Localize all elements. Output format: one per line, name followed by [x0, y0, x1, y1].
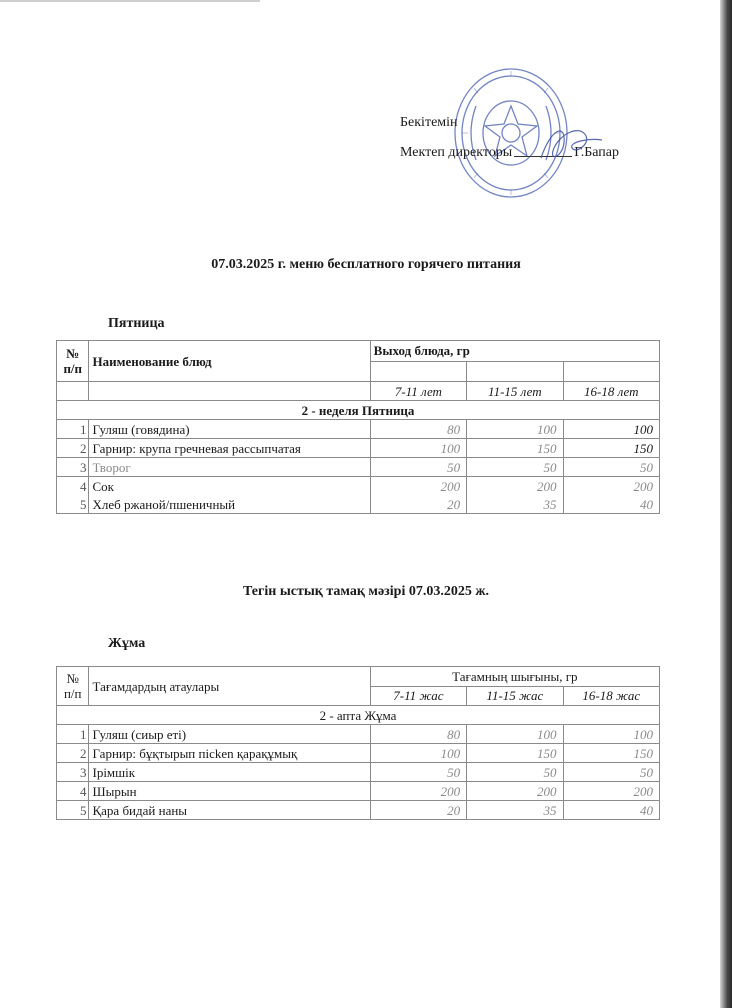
row-number: 5	[57, 801, 89, 820]
ru-day-label: Пятница	[108, 316, 165, 331]
portion-11-15: 50	[467, 763, 563, 782]
portion-16-18: 100	[563, 420, 659, 439]
portion-7-11: 20	[370, 801, 466, 820]
table-row	[57, 458, 660, 477]
portion-7-11: 200	[370, 477, 466, 496]
col-yield-header: Выход блюда, гр	[370, 341, 659, 362]
col-number-header: № п/п	[57, 667, 89, 706]
portion-16-18: 150	[563, 439, 659, 458]
portion-11-15: 150	[467, 744, 563, 763]
portion-11-15: 100	[467, 725, 563, 744]
portion-11-15: 50	[467, 458, 563, 477]
portion-16-18: 40	[563, 495, 659, 514]
portion-7-11: 200	[370, 782, 466, 801]
col-name-header: Наименование блюд	[89, 341, 370, 382]
portion-7-11: 50	[370, 458, 466, 477]
portion-11-15: 100	[467, 420, 563, 439]
row-number: 4	[57, 782, 89, 801]
table-row	[57, 439, 660, 458]
portion-16-18: 50	[563, 763, 659, 782]
age-column-2: 11-15 жас	[467, 686, 563, 706]
portion-7-11: 100	[370, 744, 466, 763]
age-column-3: 16-18 лет	[563, 382, 659, 401]
age-column-1: 7-11 жас	[370, 686, 466, 706]
row-number: 1	[57, 725, 89, 744]
dish-name: Хлеб ржаной/пшеничный	[89, 495, 370, 514]
dish-name: Қара бидай наны	[89, 801, 370, 820]
row-number: 4	[57, 477, 89, 496]
portion-7-11: 100	[370, 439, 466, 458]
dish-name: Творог	[89, 458, 370, 477]
week-row	[57, 401, 660, 420]
row-number: 2	[57, 439, 89, 458]
portion-7-11: 50	[370, 763, 466, 782]
row-number: 5	[57, 495, 89, 514]
portion-11-15: 150	[467, 439, 563, 458]
table-row	[57, 420, 660, 439]
table-row	[57, 495, 660, 514]
portion-16-18: 50	[563, 458, 659, 477]
scan-top-line	[0, 0, 260, 2]
ru-menu-table	[56, 340, 660, 514]
kz-menu-table	[56, 666, 660, 820]
dish-name: Гуляш (говядина)	[89, 420, 370, 439]
kz-day-label: Жұма	[108, 636, 146, 651]
table-header-row	[57, 341, 660, 362]
age-header-row	[57, 382, 660, 401]
table-row	[57, 801, 660, 820]
portion-7-11: 80	[370, 725, 466, 744]
table-row	[57, 763, 660, 782]
approved-label: Бекітемін	[400, 115, 458, 130]
dish-name: Сок	[89, 477, 370, 496]
portion-7-11: 80	[370, 420, 466, 439]
handwritten-signature	[536, 118, 606, 168]
age-column-1: 7-11 лет	[370, 382, 466, 401]
dish-name: Гарнир: бұқтырып пісken қарақұмық	[89, 744, 370, 763]
portion-11-15: 35	[467, 495, 563, 514]
portion-16-18: 100	[563, 725, 659, 744]
dish-name: Гуляш (сиыр еті)	[89, 725, 370, 744]
col-number-header: № п/п	[57, 341, 89, 382]
table-row	[57, 744, 660, 763]
portion-16-18: 40	[563, 801, 659, 820]
portion-11-15: 200	[467, 477, 563, 496]
age-column-2: 11-15 лет	[467, 382, 563, 401]
director-position: Мектеп директоры	[400, 145, 513, 160]
portion-16-18: 200	[563, 477, 659, 496]
table-row	[57, 477, 660, 496]
scan-edge-shadow	[720, 0, 732, 1008]
dish-name: Гарнир: крупа гречневая рассыпчатая	[89, 439, 370, 458]
row-number: 2	[57, 744, 89, 763]
portion-16-18: 150	[563, 744, 659, 763]
age-column-3: 16-18 жас	[563, 686, 659, 706]
week-label: 2 - неделя Пятница	[57, 401, 660, 420]
week-row	[57, 706, 660, 725]
portion-11-15: 35	[467, 801, 563, 820]
col-yield-header: Тағамның шығыны, гр	[370, 667, 659, 687]
row-number: 1	[57, 420, 89, 439]
week-label: 2 - апта Жұма	[57, 706, 660, 725]
portion-16-18: 200	[563, 782, 659, 801]
director-name: Г.Бапар	[574, 145, 620, 160]
kz-menu-title: Тегін ыстық тамақ мәзірі 07.03.2025 ж.	[243, 584, 489, 599]
table-row	[57, 725, 660, 744]
row-number: 3	[57, 458, 89, 477]
dish-name: Ірімшік	[89, 763, 370, 782]
table-header-row	[57, 667, 660, 687]
portion-11-15: 200	[467, 782, 563, 801]
row-number: 3	[57, 763, 89, 782]
table-row	[57, 782, 660, 801]
dish-name: Шырын	[89, 782, 370, 801]
col-name-header: Тағамдардың атаулары	[89, 667, 370, 706]
ru-menu-title: 07.03.2025 г. меню бесплатного горячего питания	[211, 257, 521, 272]
portion-7-11: 20	[370, 495, 466, 514]
